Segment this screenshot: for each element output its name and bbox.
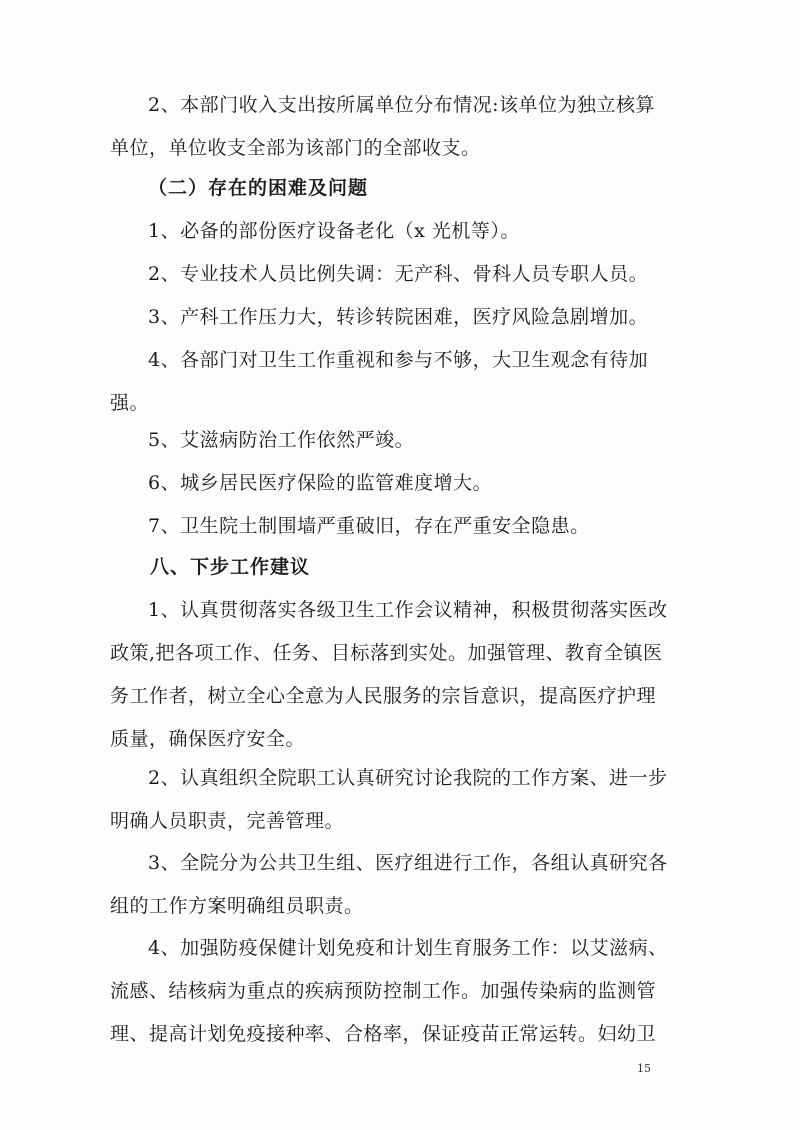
paragraph-insurance-supervision: 6、城乡居民医疗保险的监管难度增大。 [148, 472, 493, 494]
paragraph-epidemic-prevention: 4、加强防疫保健计划免疫和计划生育服务工作：以艾滋病、流感、结核病为重点的疾病预防控制工作。加强传染病的监测管理、提高计划免疫接种率、合格率，保证疫苗正常运转。妇幼卫 [110, 937, 668, 1045]
paragraph-wall-safety: 7、卫生院土制围墙严重破旧，存在严重安全隐患。 [148, 515, 590, 537]
section-heading-difficulties: （二）存在的困难及问题 [148, 177, 369, 199]
paragraph-obstetrics-pressure: 3、产科工作压力大，转诊转院困难，医疗风险急剧增加。 [148, 306, 649, 328]
paragraph-group-division: 3、全院分为公共卫生组、医疗组进行工作，各组认真研究各组的工作方案明确组员职责。 [110, 852, 668, 917]
paragraph-department-participation: 4、各部门对卫生工作重视和参与不够，大卫生观念有待加强。 [110, 349, 649, 414]
section-heading-next-steps: 八、下步工作建议 [150, 556, 311, 578]
paragraph-staff-ratio: 2、专业技术人员比例失调：无产科、骨科人员专职人员。 [148, 263, 649, 285]
paragraph-aids-prevention: 5、艾滋病防治工作依然严竣。 [148, 429, 415, 451]
paragraph-income-distribution: 2、本部门收入支出按所属单位分布情况:该单位为独立核算单位，单位收支全部为该部门的全部收支。 [110, 94, 655, 159]
paragraph-implement-meetings: 1、认真贯彻落实各级卫生工作会议精神，积极贯彻落实医改政策,把各项工作、任务、目标落到实处。加强管理、教育全镇医务工作者，树立全心全意为人民服务的宗旨意识，提高医疗护理质量，确保医疗安全。 [110, 599, 668, 750]
paragraph-equipment-aging: 1、必备的部份医疗设备老化（x 光机等）。 [148, 220, 520, 242]
paragraph-staff-discussion: 2、认真组织全院职工认真研究讨论我院的工作方案、进一步明确人员职责，完善管理。 [110, 767, 668, 832]
page-number: 15 [637, 1062, 651, 1075]
